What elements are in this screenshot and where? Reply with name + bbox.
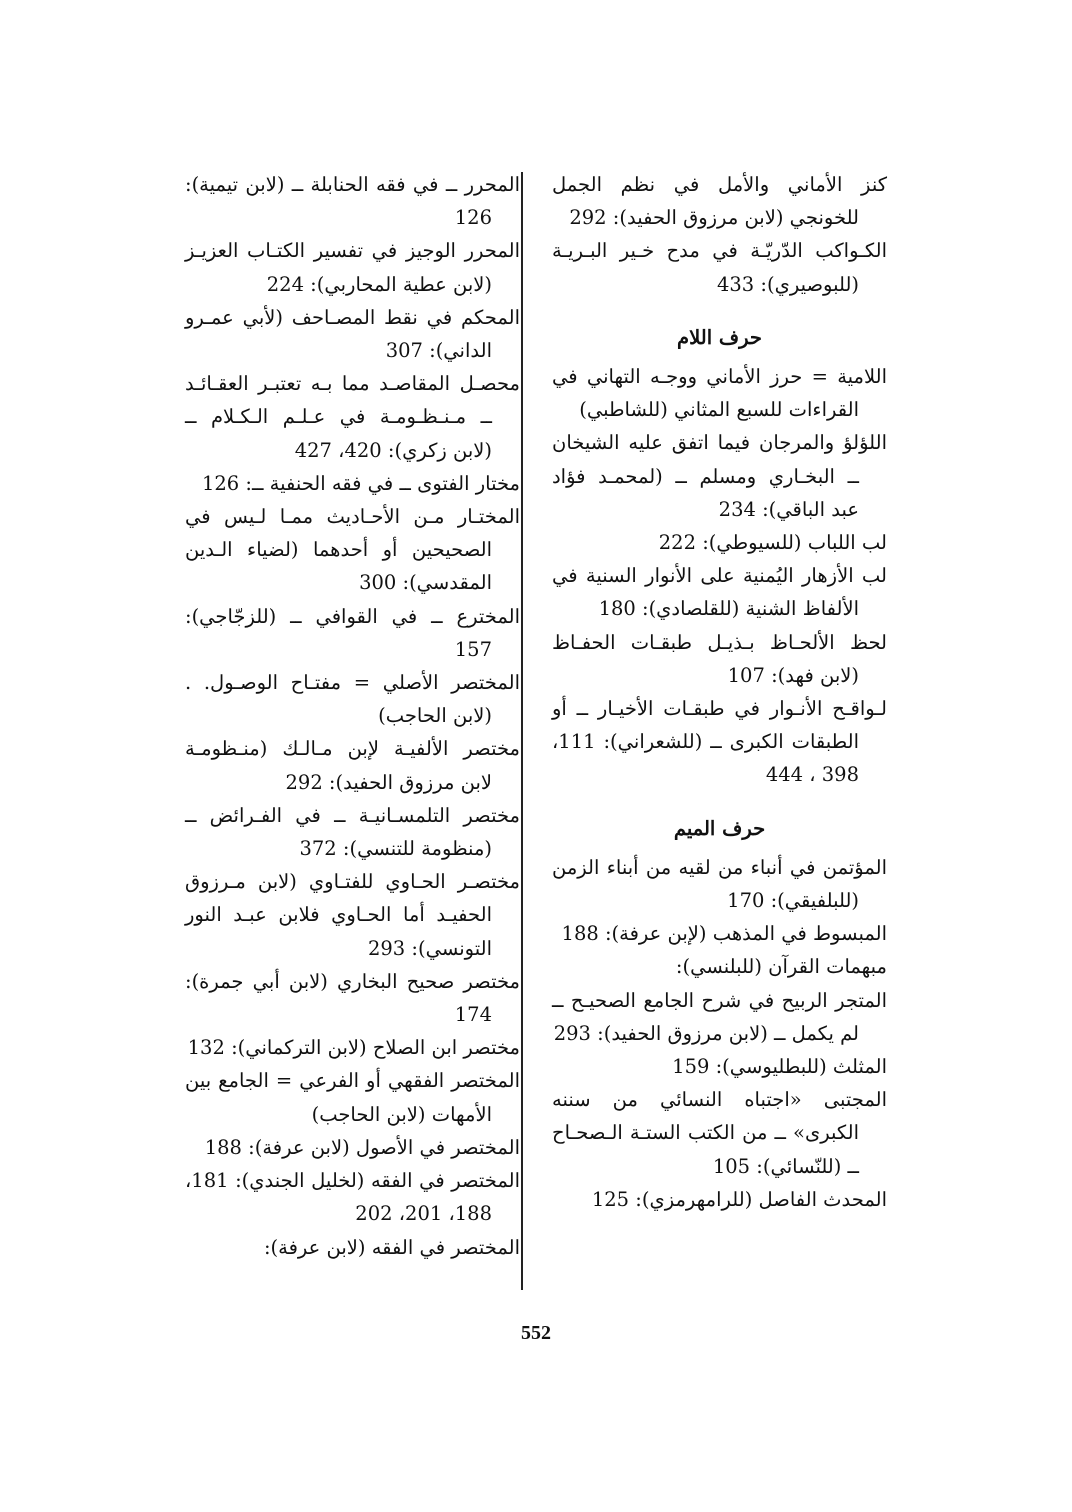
section-heading: حرف اللام (677, 325, 762, 349)
index-entry: المختـار مـن الأحـاديث ممـا لـيس في الصحيحين أو أحدهما (لضياء الـدين المقدسي): 300 (185, 505, 520, 595)
index-entry: المبسوط في المذهب (لإبن عرفة): 188 (561, 922, 887, 946)
index-entry: مبهمات القرآن (للبلنسي): (675, 955, 887, 979)
index-entry: محصـل المقاصـد مما بـه تعتبـر العقـائـد ــ مـنـظـومـة في عـلـم الـكـلام ــ (لابن زكري): 420، 427 (185, 372, 520, 462)
index-entry: مختار الفتوى ــ في فقه الحنفية ــ: 126 (201, 471, 520, 495)
index-entry: لحظ الألحـاظ بـذيـل طبقـات الحفـاظ (لابن فهد): 107 (552, 630, 887, 687)
index-entry: المجتبى «اجتباه النسائي من سننه الكبرى» ــ من الكتب الستـة الـصحـاح ــ (للنّسائي): 105 (552, 1088, 887, 1178)
index-entry: مختصـر الحـاوي للفتـاوي (لابن مـرزوق الحفيـد أما الحـاوي فلابن عبـد النور التونسي): 293 (185, 870, 520, 960)
index-entry: مختصر صحيح البخاري (لابن أبي جمرة): 174 (185, 969, 520, 1027)
column-divider (521, 172, 523, 1290)
index-entry: المخترع ــ في القوافي ــ (للزجّاجي): 157 (185, 604, 520, 661)
index-entry: المحكم في نقط المصـاحف (لأبي عمـرو الداني): 307 (185, 305, 520, 363)
index-entry: المحرر ــ في فقه الحنابلة ــ (لابن تيمية): 126 (185, 173, 520, 230)
index-entry: لب الأزهار اليُمنية على الأنوار السنية في الألفاظ الشنية (للقلصادي): 180 (552, 564, 887, 621)
index-entry: المثلث (للبطليوسي): 159 (672, 1055, 887, 1079)
index-entry: المختصر في الأصول (لابن عرفة): 188 (204, 1135, 520, 1159)
page-number: 552 (521, 1322, 551, 1344)
index-entry: الكـواكب الدّريّـة في مدح خـير البـريـة (للبوصيري): 433 (552, 239, 887, 296)
index-entry: المختصر في الفقه (لابن عرفة): (263, 1235, 520, 1259)
index-entry: كنز الأماني والأمل في نظم الجمل للخونجي (لابن مرزوق الحفيد): 292 (552, 173, 887, 230)
index-entry: المحرر الوجيز في تفسير الكتـاب العزيـز (لابن عطية المحاربي): 224 (185, 239, 520, 296)
index-entry: لب اللباب (للسيوطي): 222 (658, 531, 887, 555)
index-entry: المختصر في الفقه (لخليل الجندي): 181، 188، 201، 202 (185, 1169, 520, 1226)
index-entry: اللامية = حرز الأماني ووجـه التهاني في القراءات للسبع المثاني (للشاطبي) (552, 365, 887, 422)
index-entry: مختصر ابن الصلاح (لابن التركماني): 132 (187, 1036, 520, 1060)
index-entry: مختصر الألفيـة لإبن مـالـك (منـظومـة لابن مرزوق الحفيد): 292 (185, 737, 520, 794)
index-entry: المحدث الفاصل (للرامهرمزي): 125 (591, 1187, 887, 1211)
index-entry: المتجر الربيح في شرح الجامع الصحيـح ــ لم يكمل ــ (لابن مرزوق الحفيد): 293 (552, 988, 887, 1045)
index-entry: المؤتمن في أنباء من لقيه من أبناء الزمن (للبلفيقي): 170 (552, 855, 887, 913)
index-column-right (552, 168, 887, 1216)
index-entry: المختصر الأصلي = مفتـاح الوصـول. . (لابن الحاجب) (185, 671, 520, 728)
index-entry: مختصر التلمسـانيـة ــ في الفـرائض ــ (منظومة للتنسي): 372 (185, 803, 520, 861)
index-entry: المختصر الفقهي أو الفرعي = الجامع بين الأمهات (لابن الحاجب) (185, 1069, 520, 1126)
index-entry: اللؤلؤ والمرجان فيما اتفق عليه الشيخان ــ البخـاري ومسلم ــ (لمحمـد فؤاد عبد الباقي): 234 (552, 431, 887, 521)
index-column-left (185, 168, 520, 1264)
section-heading: حرف الميم (673, 816, 766, 840)
index-entry: لـواقـح الأنـوار في طبقـات الأخيـار ــ أو الطبقات الكبرى ــ (للشعراني): 111، 398 ، 444 (552, 697, 887, 787)
